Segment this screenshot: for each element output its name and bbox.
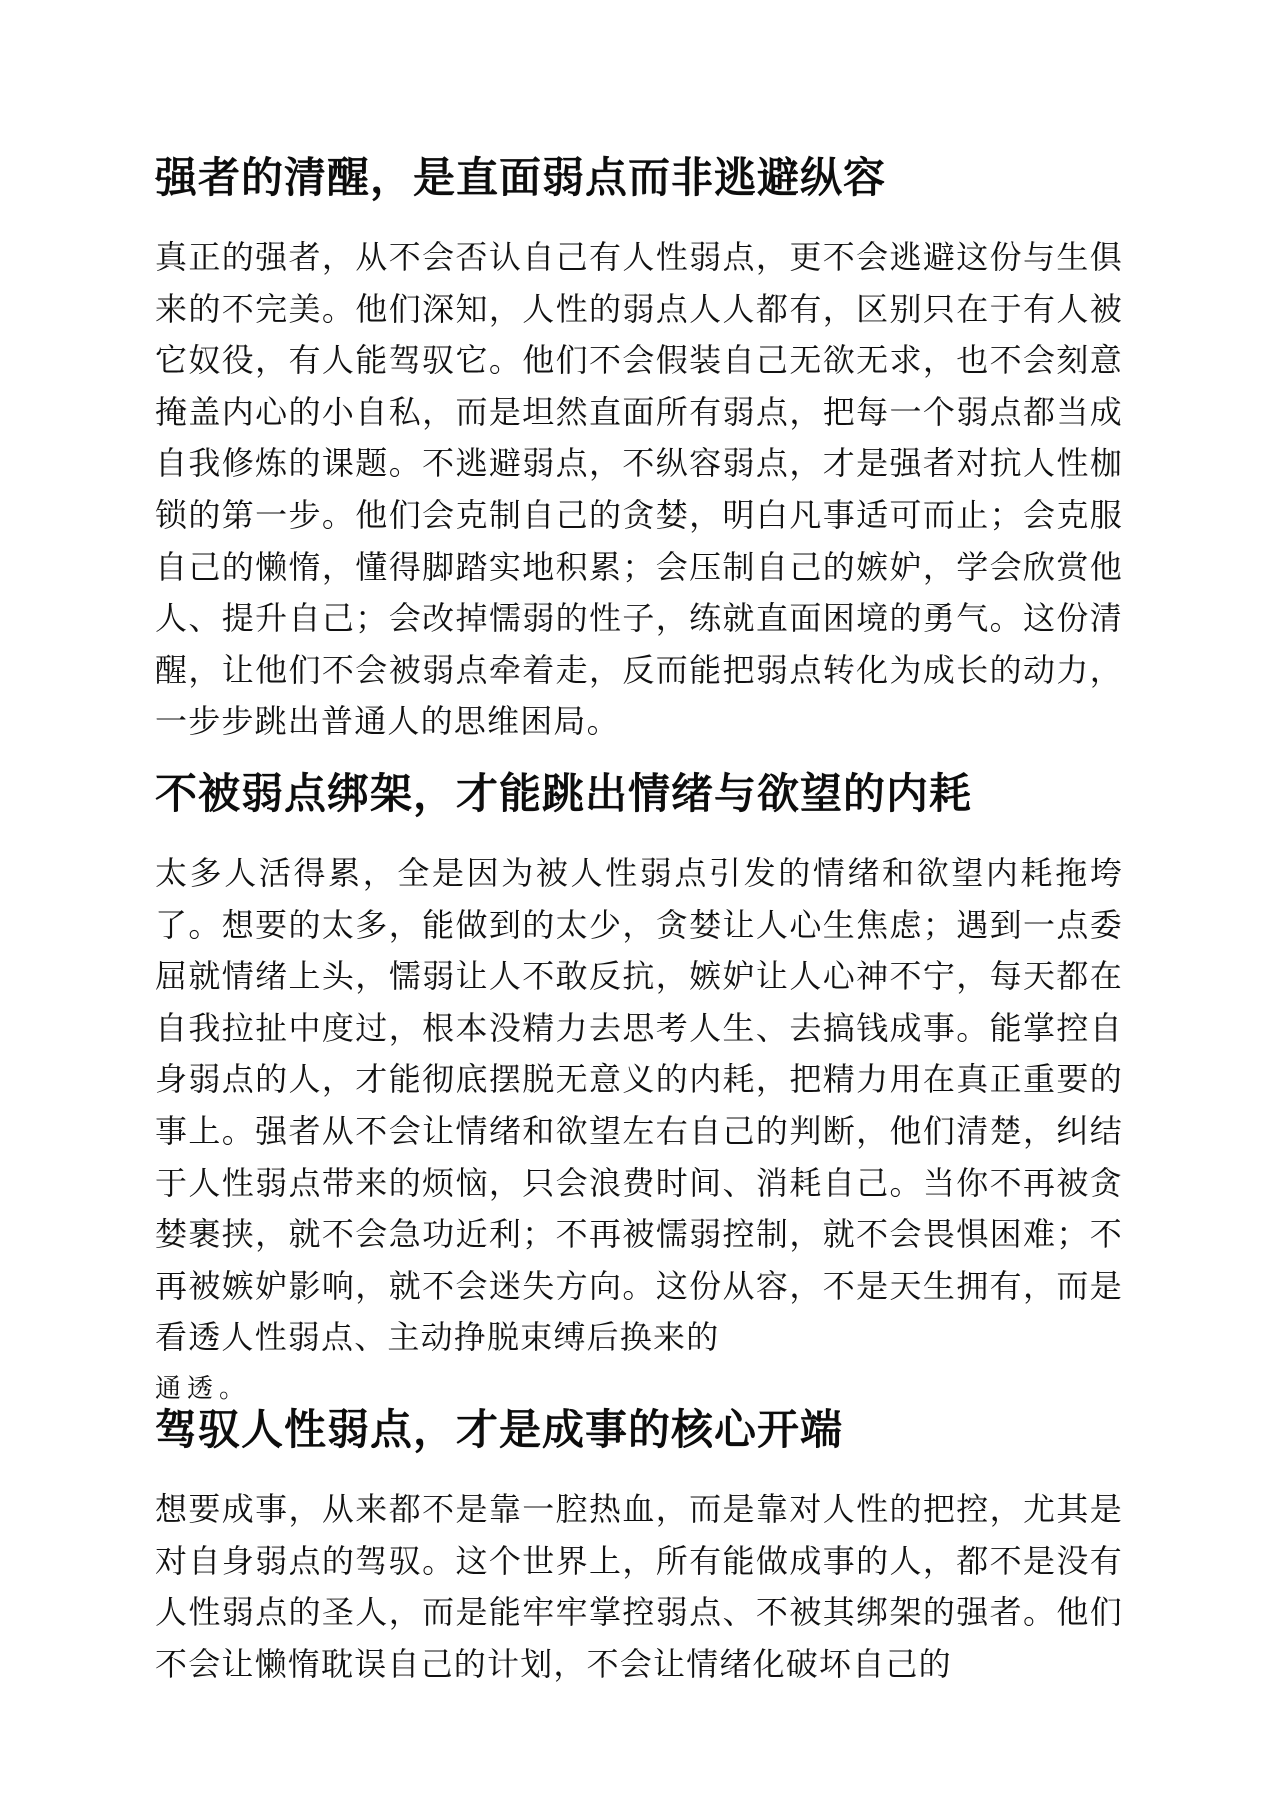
section-paragraph-text: 太多人活得累，全是因为被人性弱点引发的情绪和欲望内耗拖垮了。想要的太多，能做到的太少，贪婪让人心生焦虑；遇到一点委屈就情绪上头，懦弱让人不敢反抗，嫉妒让人心神不宁，每天都在自我拉扯中度过，根本没精力去思考人生、去搞钱成事。能掌控自身弱点的人，才能彻底摆脱无意义的内耗，把精力用在真正重要的事上。强者从不会让情绪和欲望左右自己的判断，他们清楚，纠结于人性弱点带来的烦恼，只会浪费时间、消耗自己。当你不再被贪婪裹挟，就不会急功近利；不再被懦弱控制，就不会畏惧困难；不再被嫉妒影响，就不会迷失方向。这份从容，不是天生拥有，而是看透人性弱点、主动挣脱束缚后换来的 [155, 854, 1123, 1357]
section-title: 驾驭人性弱点，才是成事的核心开端 [155, 1405, 844, 1454]
section-paragraph [155, 848, 1123, 1416]
section-title: 强者的清醒，是直面弱点而非逃避纵容 [155, 153, 887, 202]
section-paragraph: 想要成事，从来都不是靠一腔热血，而是靠对人性的把控，尤其是对自身弱点的驾驭。这个世界上，所有能做成事的人，都不是没有人性弱点的圣人，而是能牢牢掌控弱点、不被其绑架的强者。他们不会让懒惰耽误自己的计划，不会让情绪化破坏自己的 [155, 1490, 1123, 1683]
section-title: 不被弱点绑架，才能跳出情绪与欲望的内耗 [155, 769, 973, 818]
section-1 [155, 150, 1123, 741]
section-paragraph: 真正的强者，从不会否认自己有人性弱点，更不会逃避这份与生俱来的不完美。他们深知，人性的弱点人人都有，区别只在于有人被它奴役，有人能驾驭它。他们不会假装自己无欲无求，也不会刻意掩盖内心的小自私，而是坦然直面所有弱点，把每一个弱点都当成自我修炼的课题。不逃避弱点，不纵容弱点，才是强者对抗人性枷锁的第一步。他们会克制自己的贪婪，明白凡事适可而止；会克服自己的懒惰，懂得脚踏实地积累；会压制自己的嫉妒，学会欣赏他人、提升自己；会改掉懦弱的性子，练就直面困境的勇气。这份清醒，让他们不会被弱点牵着走，反而能把弱点转化为成长的动力，一步步跳出普通人的思维困局。 [155, 238, 1123, 741]
section-paragraph-tail: 通透。 [155, 1373, 252, 1404]
section-2 [155, 766, 1123, 1404]
section-3 [155, 1402, 1123, 1690]
